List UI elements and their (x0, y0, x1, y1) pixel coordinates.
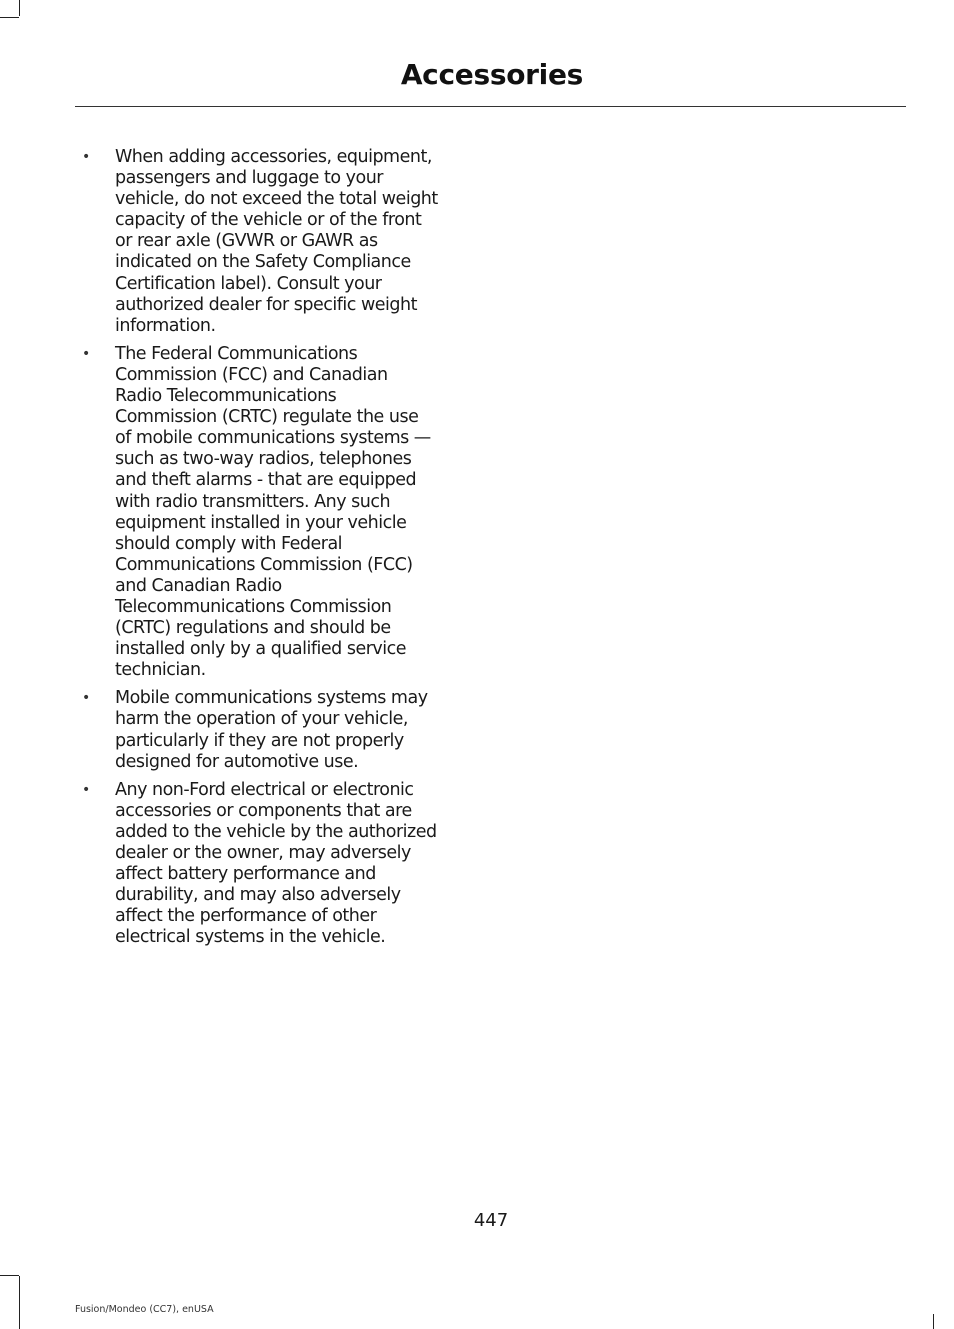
crop-mark-top-left-vertical (19, 0, 20, 16)
list-item (75, 344, 475, 682)
crop-mark-bottom-left-horizontal (0, 1275, 19, 1276)
crop-mark-top-left-horizontal (0, 17, 19, 18)
list-item (75, 780, 475, 949)
crop-mark-bottom-left-vertical (19, 1276, 20, 1329)
page-title: Accessories (400, 58, 583, 91)
list-item (75, 688, 475, 772)
bullet-icon: • (82, 781, 91, 798)
document-id: Fusion/Mondeo (CC7), enUSA (75, 1304, 214, 1315)
list-item-text: Any non-Ford electrical or electronic accessories or components that are added to the vehicle by the authorized dealer or the owner, may adversely affect battery performance and durability, and may also adversely affect the performance of other electrical systems in the vehicle. (115, 779, 437, 948)
list-item-text: When adding accessories, equipment, passengers and luggage to your vehicle, do not exceed the total weight capacity of the vehicle or of the front or rear axle (GVWR or GAWR as indicated on the Safety Compliance Certification label). Consult your authorized dealer for specific weight information. (115, 147, 438, 336)
crop-mark-bottom-right-vertical (933, 1314, 934, 1329)
title-divider (75, 106, 906, 107)
bullet-icon: • (82, 690, 91, 707)
bullet-list (75, 147, 475, 955)
page-number: 447 (473, 1210, 509, 1231)
list-item-text: The Federal Communications Commission (FCC) and Canadian Radio Telecommunications Commission (CRTC) regulate the use of mobile communications systems — such as two-way radios, telephones and theft alarms - that are equipped with radio transmitters. Any such equipment installed in your vehicle should comply with Federal Communications Commission (FCC) and Canadian Radio Telecommunications Commission (CRTC) regulations and should be installed only by a qualified service technician. (115, 343, 431, 681)
list-item-text: Mobile communications systems may harm the operation of your vehicle, particularly if they are not properly designed for automotive use. (115, 688, 428, 772)
list-item (75, 147, 475, 337)
bullet-icon: • (82, 345, 91, 362)
bullet-icon: • (82, 149, 91, 165)
